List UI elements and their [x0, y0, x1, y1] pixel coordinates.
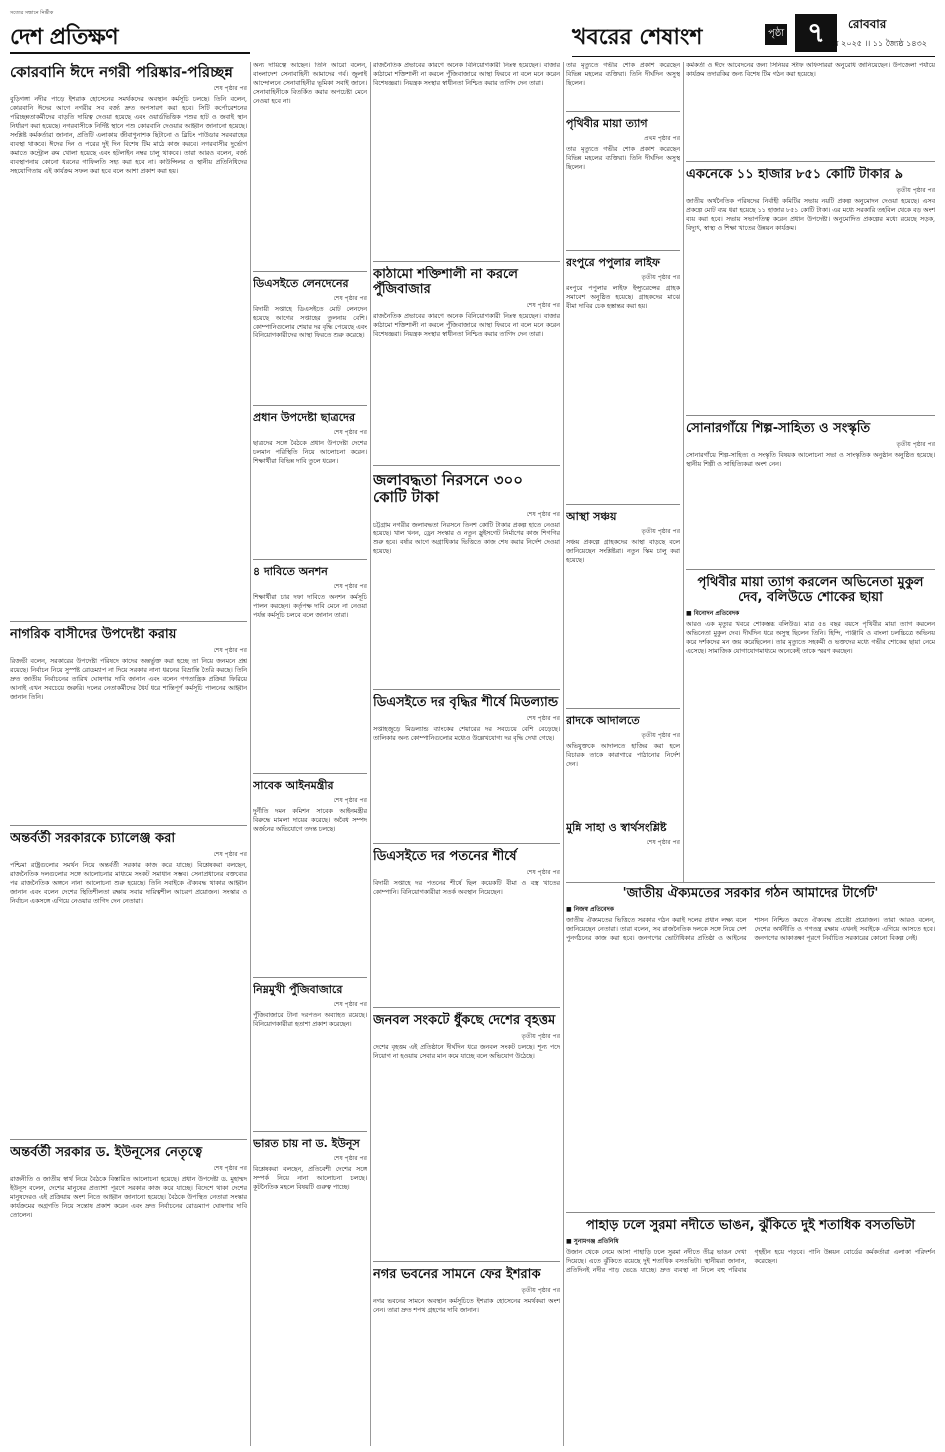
- story-body: পুঁজিবাজারে টানা দরপতন অব্যাহত রয়েছে। বিনিয়োগকারীরা হতাশা প্রকাশ করেছেন।: [253, 1011, 367, 1028]
- column-4: [566, 62, 680, 882]
- headline: সোনারগাঁয়ে শিল্প-সাহিত্য ও সংস্কৃতি: [686, 421, 871, 436]
- story-body: রিজভী বলেন, সরকারের উপদেষ্টা পরিষদে কাদের অন্তর্ভুক্ত করা হচ্ছে তা নিয়ে জনমনে প্রশ্ন রয়েছে। নির্বাচন নিয়ে সুস্পষ্ট রোডম্যাপ না দিয়ে সরকার নানা ধরনের বিভ্রান্তি তৈরি করছে। তিনি দ্রুত জাতীয় নির্বাচনের তারিখ ঘোষণার দাবি জানান এবং বলেন গণতান্ত্রিক প্রক্রিয়া ফিরিয়ে আনাই এখন সবচেয়ে জরুরি। দলের নেতাকর্মীদের ধৈর্য ধরে শান্তিপূর্ণ কর্মসূচি পালনের আহ্বান জানান তিনি।: [10, 657, 247, 701]
- story-body: বিশ্লেষকরা বলছেন, প্রতিবেশী দেশের সঙ্গে সম্পর্ক নিয়ে নানা আলোচনা চলছে। কূটনৈতিক মহলে বিষয়টি গুরুত্ব পাচ্ছে।: [253, 1165, 367, 1191]
- continuation: শেষ পৃষ্ঠার পর: [213, 850, 247, 858]
- headline: আস্থা সঞ্চয়: [566, 510, 617, 523]
- story-astha: [566, 509, 680, 709]
- continuation: শেষ পৃষ্ঠার পর: [646, 838, 680, 846]
- continuation: তৃতীয় পৃষ্ঠার পর: [521, 1032, 560, 1040]
- brand-tagline: সত্যের সন্ধানে নির্ভীক: [10, 10, 54, 16]
- brand-rule: [10, 52, 250, 54]
- continuation: শেষ পৃষ্ঠার পর: [333, 294, 367, 302]
- continuation: শেষ পৃষ্ঠার পর: [213, 85, 247, 93]
- story-prithibir-maya: [566, 116, 680, 251]
- continuation: শেষ পৃষ্ঠার পর: [213, 1164, 247, 1172]
- continuation: তৃতীয় পৃষ্ঠার পর: [521, 1286, 560, 1294]
- byline: ■ সুনামগঞ্জ প্রতিনিধি: [566, 1237, 619, 1245]
- headline: 'জাতীয় ঐক্যমতের সরকার গঠন আমাদের টার্গেট': [622, 886, 879, 901]
- story-body: রাজনৈতিক প্রভাবের কারণে অনেক বিনিয়োগকারী নিঃস্ব হয়েছেন। বাজার কাঠামো শক্তিশালী না করলে পুঁজিবাজারে আস্থা ফিরবে না বলে মনে করেন বিশেষজ্ঞরা। নিয়ন্ত্রক সংস্থার স্বাধীনতা নিশ্চিত করার তাগিদ দেন তারা।: [373, 62, 560, 87]
- continuation: শেষ পৃষ্ঠার পর: [333, 796, 367, 804]
- headline: রাদকে আদালতে: [566, 714, 640, 727]
- continuation: তৃতীয় পৃষ্ঠার পর: [641, 731, 680, 739]
- story-jatiyo: [566, 883, 935, 1213]
- headline: ডিএসইতে দর পতনের শীর্ষে: [373, 849, 517, 864]
- story-jalabaddhata: [373, 470, 560, 690]
- column-3: [373, 62, 560, 1446]
- continuation: তৃতীয় পৃষ্ঠার পর: [896, 186, 935, 194]
- headline: মুন্নি সাহা ও স্বার্থসংশ্লিষ্ট: [566, 821, 667, 834]
- story-body: বিদায়ী সপ্তাহে দর পতনের শীর্ষে ছিল কয়েকটি বীমা ও বস্ত্র খাতের কোম্পানি। বিনিয়োগকারীরা সতর্ক অবস্থান নিয়েছেন।: [373, 879, 560, 896]
- story-body: উজান থেকে নেমে আসা পাহাড়ি ঢলে সুরমা নদীতে তীব্র ভাঙন দেখা দিয়েছে। এতে ঝুঁকিতে রয়েছে দুই শতাধিক বসতভিটা। স্থানীয়রা জানান, প্রতিদিনই নদীর পাড় ভেঙে যাচ্ছে। দ্রুত ব্যবস্থা না নিলে বহু পরিবার গৃহহীন হয়ে পড়বে। পানি উন্নয়ন বোর্ডের কর্মকর্তারা এলাকা পরিদর্শন করেছেন।: [566, 1248, 935, 1274]
- headline: প্রধান উপদেষ্টা ছাত্রদের: [253, 411, 355, 424]
- lower-right-block: [566, 882, 935, 1446]
- story-body: নগর ভবনের সামনে অবস্থান কর্মসূচিতে ইশরাক হোসেনের সমর্থকরা অংশ নেন। তারা দ্রুত শপথ গ্রহণের দাবি জানান।: [373, 1297, 560, 1314]
- story-nagorik: [10, 626, 247, 826]
- story-body: আরও এক মৃত্যুর খবরে শোকস্তব্ধ বলিউড। মাত্র ৫৪ বছর বয়সে পৃথিবীর মায়া ত্যাগ করলেন অভিনেতা মুকুল দেব। দীর্ঘদিন ধরে অসুস্থ ছিলেন তিনি। হিন্দি, পাঞ্জাবি ও বাংলা চলচ্চিত্রে অভিনয় করে দর্শকদের মন জয় করেছিলেন। তার মৃত্যুতে সহকর্মী ও ভক্তদের মধ্যে গভীর শোকের ছায়া নেমে এসেছে। সামাজিক যোগাযোগমাধ্যমে অনেকেই তাকে স্মরণ করছেন।: [686, 620, 935, 655]
- column-2: [253, 62, 367, 1446]
- story-body: জাতীয় অর্থনৈতিক পরিষদের নির্বাহী কমিটির সভায় নয়টি প্রকল্প অনুমোদন দেওয়া হয়েছে। এসব প্রকল্পে মোট ব্যয় ধরা হয়েছে ১১ হাজার ৮৫১ কোটি টাকা। এর মধ্যে সরকারি তহবিল থেকে বড় অংশ ব্যয় করা হবে। সভায় সভাপতিত্ব করেন প্রধান উপদেষ্টা। অনুমোদিত প্রকল্পের মধ্যে রয়েছে সড়ক, বিদ্যুৎ, স্বাস্থ্য ও শিক্ষা খাতের উন্নয়ন কার্যক্রম।: [686, 197, 935, 232]
- column-5: [686, 62, 935, 882]
- story-punjibazar: [253, 982, 367, 1132]
- column-rule: [370, 62, 371, 1446]
- headline: জলাবদ্ধতা নিরসনে ৩০০ কোটি টাকা: [373, 471, 523, 507]
- continuation: শেষ পৃষ্ঠার পর: [526, 714, 560, 722]
- story-mukul: [686, 574, 935, 874]
- continuation: শেষ পৃষ্ঠার পর: [526, 301, 560, 309]
- continuation: তৃতীয় পৃষ্ঠার পর: [641, 273, 680, 281]
- story-body: রাজনীতি ও জাতীয় স্বার্থ নিয়ে বৈঠকে বিস্তারিত আলোচনা হয়েছে। প্রধান উপদেষ্টা ড. মুহাম্মদ ইউনূস বলেন, দেশের মানুষের প্রত্যাশা পূরণে সরকার কাজ করে যাচ্ছে। বিদেশে থাকা দেশের মানুষদেরও এই প্রক্রিয়ায় অংশ নিতে আহ্বান জানানো হয়েছে। বৈঠকে উপস্থিত নেতারা সংস্কার কার্যক্রমের অগ্রগতি নিয়ে সন্তোষ প্রকাশ করেন এবং দ্রুত নির্বাচনের রোডম্যাপ ঘোষণার দাবি তোলেন।: [10, 1175, 247, 1219]
- continuation: তৃতীয় পৃষ্ঠার পর: [641, 527, 680, 535]
- headline: ডিএসইতে দর বৃদ্ধির শীর্ষে মিডল্যান্ড: [373, 695, 559, 710]
- section-name: খবরের শেষাংশ: [572, 25, 703, 50]
- story-body: বিদায়ী সপ্তাহে ডিএসইতে মোট লেনদেন হয়েছে আগের সপ্তাহের তুলনায় বেশি। কোম্পানিগুলোর শেয়ার দর বৃদ্ধি পেয়েছে এবং বিনিয়োগকারীদের আস্থা ফিরতে শুরু করেছে।: [253, 305, 367, 340]
- headline: পৃথিবীর মায়া ত্যাগ করলেন অভিনেতা মুকুল দেব, বলিউডে শোকের ছায়া: [697, 575, 924, 605]
- column-rule: [250, 62, 251, 1446]
- headline: নগর ভবনের সামনে ফের ইশরাক: [373, 1267, 541, 1282]
- column-rule: [563, 62, 564, 1446]
- story-rangpur: [566, 255, 680, 505]
- story-body: দেশের বৃহত্তম এই প্রতিষ্ঠানে দীর্ঘদিন ধরে জনবল সংকট চলছে। শূন্য পদে নিয়োগ না হওয়ায় সেবার মান কমে যাচ্ছে বলে অভিযোগ উঠেছে।: [373, 1043, 560, 1060]
- column-rule: [683, 62, 684, 882]
- story-sonargaon: [686, 420, 935, 570]
- story-nagarbhaban: [373, 1266, 560, 1446]
- headline: সাবেক আইনমন্ত্রীর: [253, 779, 334, 792]
- story-body: ছাত্রদের সঙ্গে বৈঠকে প্রধান উপদেষ্টা দেশের চলমান পরিস্থিতি নিয়ে আলোচনা করেন। শিক্ষার্থীরা বিভিন্ন দাবি তুলে ধরেন।: [253, 439, 367, 465]
- weekday: রোববার: [848, 17, 887, 31]
- page-label: পৃষ্ঠা: [765, 24, 787, 45]
- date: ২৫ মে ২০২৫ ।। ১১ জ্যৈষ্ঠ ১৪৩২: [818, 39, 927, 48]
- story-ekanekke: [686, 166, 935, 416]
- story-body: রাজনৈতিক প্রভাবের কারণে অনেক বিনিয়োগকারী নিঃস্ব হয়েছেন। বাজার কাঠামো শক্তিশালী না করলে পুঁজিবাজারে আস্থা ফিরবে না বলে মনে করেন বিশেষজ্ঞরা। নিয়ন্ত্রক সংস্থার স্বাধীনতা নিশ্চিত করার তাগিদ দেন তারা।: [373, 312, 560, 338]
- headline: ভারত চায় না ড. ইউনূস: [253, 1137, 360, 1150]
- story-aainmontri: [253, 778, 367, 978]
- page-number: ৭: [795, 14, 837, 52]
- story-body: অন্য দায়িত্বে আছেন। তিনি আরো বলেন, বাংলাদেশ সেনাবাহিনী আমাদের গর্ব। জুলাই আন্দোলনে সেনাবাহিনীর ভূমিকা সবাই জানে। সেনাবাহিনীকে বিতর্কিত করার অপচেষ্টা মেনে নেওয়া হবে না।: [253, 62, 367, 105]
- headline: একনেকে ১১ হাজার ৮৫১ কোটি টাকার ৯: [686, 167, 904, 182]
- headline: পৃথিবীর মায়া ত্যাগ: [566, 117, 648, 130]
- continuation: শেষ পৃষ্ঠার পর: [333, 428, 367, 436]
- headline: পাহাড় ঢলে সুরমা নদীতে ভাঙন, ঝুঁকিতে দুই শতাধিক বসতভিটা: [585, 1218, 916, 1233]
- story-bharat: [253, 1136, 367, 1436]
- masthead: [10, 8, 935, 60]
- story-col3-top: [373, 62, 560, 262]
- byline: ■ বিনোদন প্রতিবেদক: [686, 609, 740, 617]
- brand: [10, 8, 250, 60]
- story-body: চট্টগ্রাম নগরীর জলাবদ্ধতা নিরসনে তিনশ কোটি টাকার প্রকল্প হাতে নেওয়া হয়েছে। খাল খনন, ড্রেন সংস্কার ও নতুন স্লুইসগেট নির্মাণের কাজ শিগগির শুরু হবে। বর্ষার আগে অগ্রাধিকার ভিত্তিতে কাজ শেষ করার নির্দেশ দেওয়া হয়েছে।: [373, 521, 560, 556]
- headline: নিম্নমুখী পুঁজিবাজারে: [253, 983, 343, 996]
- continuation: শেষ পৃষ্ঠার পর: [526, 510, 560, 518]
- headline: ৪ দাবিতে অনশন: [253, 565, 328, 578]
- story-kathamo: [373, 266, 560, 466]
- story-body: রংপুরে পপুলার লাইফ ইন্স্যুরেন্সের গ্রাহক সমাবেশ অনুষ্ঠিত হয়েছে। গ্রাহকদের মাঝে বীমা দাবির চেক হস্তান্তর করা হয়।: [566, 284, 680, 310]
- brand-name: দেশ প্রতিক্ষণ: [10, 25, 119, 50]
- story-munni: [566, 820, 680, 880]
- continuation: শেষ পৃষ্ঠার পর: [333, 582, 367, 590]
- byline: ■ নিজস্ব প্রতিবেদক: [566, 905, 614, 913]
- story-body: পশ্চিমা রাষ্ট্রগুলোর সমর্থন নিয়ে অন্তর্বর্তী সরকার কাজ করে যাচ্ছে। বিশ্লেষকরা বলছেন, রাজনৈতিক দলগুলোর সঙ্গে আলোচনার মাধ্যমে সংকট সমাধান সম্ভব। সেনাপ্রধানের বক্তব্যের পর রাজনৈতিক অঙ্গনে নানা আলোচনা শুরু হয়েছে। তিনি সবাইকে ঐক্যবদ্ধ থাকার আহ্বান জানান এবং বলেন দেশের স্থিতিশীলতা রক্ষায় সবার দায়িত্বশীল আচরণ প্রয়োজন। সংস্কার ও নির্বাচন একসঙ্গে এগিয়ে নেওয়ার তাগিদ দেন নেতারা।: [10, 861, 247, 905]
- story-pahar: [566, 1217, 935, 1437]
- masthead-rule: [572, 56, 935, 57]
- story-anshan: [253, 564, 367, 774]
- story-body: বুড়িগঙ্গা নদীর পাড়ে ইশরাক হোসেনের সমর্থকদের অবস্থান কর্মসূচি চলছে। তিনি বলেন, কোরবানি ঈদের আগে নগরীর সব বর্জ্য দ্রুত অপসারণ করা হবে। সিটি কর্পোরেশনের পরিচ্ছন্নতাকর্মীদের বাড়তি দায়িত্ব দেওয়া হয়েছে এবং ওয়ার্ডভিত্তিক পশুর হাট ও জবাই স্থান নির্ধারণ করা হয়েছে। নগরবাসীকে নির্দিষ্ট স্থানে পশু কোরবানি দেওয়ার আহ্বান জানানো হয়েছে। সংশ্লিষ্ট কর্মকর্তারা জানান, প্রতিটি এলাকায় জীবাণুনাশক ছিটানো ও ব্লিচিং পাউডার সরবরাহের ব্যবস্থা থাকবে। ঈদের দিন ও পরের দুই দিন বিশেষ টিম মাঠে কাজ করবে। নগরবাসীর দুর্ভোগ কমাতে কন্ট্রোল রুম খোলা হয়েছে এবং হটলাইন নম্বর চালু থাকবে। তারা আরও বলেন, বর্জ্য ব্যবস্থাপনায় কোনো ধরনের গাফিলতি সহ্য করা হবে না। কাউন্সিলর ও স্থানীয় প্রতিনিধিদের সহযোগিতায় এই কার্যক্রম সফল করা হবে বলে আশা প্রকাশ করা হয়।: [10, 96, 247, 175]
- story-body: দুর্নীতি দমন কমিশন সাবেক আইনমন্ত্রীর বিরুদ্ধে মামলা দায়ের করেছে। অবৈধ সম্পদ অর্জনের অভিযোগে তদন্ত চলছে।: [253, 807, 367, 833]
- continuation: তৃতীয় পৃষ্ঠার পর: [896, 440, 935, 448]
- story-janbal: [373, 1012, 560, 1262]
- continuation: শেষ পৃষ্ঠার পর: [333, 1000, 367, 1008]
- headline: কোরবানি ঈদে নগরী পরিষ্কার-পরিচ্ছন্ন: [10, 63, 233, 81]
- story-lenden: [253, 276, 367, 406]
- continuation: প্রথম পৃষ্ঠার পর: [644, 134, 680, 142]
- headline: অন্তর্বর্তী সরকারকে চ্যালেঞ্জ করা: [10, 831, 176, 846]
- headline: জনবল সংকটে ধুঁকছে দেশের বৃহত্তম: [373, 1013, 556, 1028]
- story-body: শিক্ষার্থীরা চার দফা দাবিতে অনশন কর্মসূচি পালন করছেন। কর্তৃপক্ষ দাবি মেনে না নেওয়া পর্যন্ত কর্মসূচি চলবে বলে জানান তারা।: [253, 593, 367, 619]
- story-body: অভিযুক্তকে আদালতে হাজির করা হলে বিচারক তাকে কারাগারে পাঠানোর নির্দেশ দেন।: [566, 742, 680, 768]
- story-col5-top: [686, 62, 935, 162]
- continuation: শেষ পৃষ্ঠার পর: [333, 1154, 367, 1162]
- headline: নাগরিক বাসীদের উপদেষ্টা করায়: [10, 627, 177, 642]
- story-body: তার মৃত্যুতে গভীর শোক প্রকাশ করেছেন বিভিন্ন মহলের ব্যক্তিরা। তিনি দীর্ঘদিন অসুস্থ ছিলেন।: [566, 145, 680, 171]
- story-col4-top: [566, 62, 680, 112]
- story-korbani: [10, 62, 247, 622]
- headline: কাঠামো শক্তিশালী না করলে পুঁজিবাজার: [373, 267, 518, 297]
- headline: অন্তর্বর্তী সরকার ড. ইউনূসের নেতৃত্বে: [10, 1145, 203, 1160]
- story-body: কর্মকর্তা ও ঈদে আবেদনের জন্য সিনিয়র স্টাফ অফিসাররা অনুরোধ জানিয়েছেন। উপজেলা পর্যায়ে কার্যক্রম তদারকির জন্য বিশেষ টিম গঠন করা হয়েছে।: [686, 62, 935, 78]
- story-midland: [373, 694, 560, 844]
- continuation: শেষ পৃষ্ঠার পর: [213, 646, 247, 654]
- headline: ডিএসইতে লেনদেনের: [253, 277, 349, 290]
- story-body: সপ্তাহজুড়ে মিডল্যান্ড ব্যাংকের শেয়ারের দর সবচেয়ে বেশি বেড়েছে। তালিকার অন্য কোম্পানিগুলোর মধ্যেও উল্লেখযোগ্য দর বৃদ্ধি দেখা গেছে।: [373, 725, 560, 742]
- headline: রংপুরে পপুলার লাইফ: [566, 256, 660, 269]
- continuation: শেষ পৃষ্ঠার পর: [526, 868, 560, 876]
- story-pradhan: [253, 410, 367, 560]
- story-body: সঞ্চয় প্রকল্পে গ্রাহকদের আস্থা বাড়ছে বলে জানিয়েছেন সংশ্লিষ্টরা। নতুন স্কিম চালু করা হয়েছে।: [566, 538, 680, 564]
- story-darpatan: [373, 848, 560, 1008]
- story-body: সোনারগাঁয়ে শিল্প-সাহিত্য ও সংস্কৃতি বিষয়ক আলোচনা সভা ও সাংস্কৃতিক অনুষ্ঠান অনুষ্ঠিত হয়েছে। স্থানীয় শিল্পী ও সাহিত্যিকরা অংশ নেন।: [686, 451, 935, 468]
- story-body: জাতীয় ঐক্যমতের ভিত্তিতে সরকার গঠন করাই দলের প্রধান লক্ষ্য বলে জানিয়েছেন নেতারা। তারা বলেন, সব রাজনৈতিক দলকে সঙ্গে নিয়ে দেশ পুনর্গঠনের কাজ করা হবে। জনগণের ভোটাধিকার প্রতিষ্ঠা ও আইনের শাসন নিশ্চিত করতে ঐক্যবদ্ধ প্রচেষ্টা প্রয়োজন। তারা আরও বলেন, দেশের অর্থনীতি ও গণতন্ত্র রক্ষায় এখনই সবাইকে এগিয়ে আসতে হবে। জনগণের আকাঙ্ক্ষা পূরণে নির্বাচিত সরকারের কোনো বিকল্প নেই।: [566, 916, 935, 942]
- story-body: তার মৃত্যুতে গভীর শোক প্রকাশ করেছেন বিভিন্ন মহলের ব্যক্তিরা। তিনি দীর্ঘদিন অসুস্থ ছিলেন।: [566, 62, 680, 87]
- story-yunus: [10, 1144, 247, 1434]
- story-col2-top: [253, 62, 367, 272]
- column-1: [10, 62, 247, 1446]
- story-challenge: [10, 830, 247, 1140]
